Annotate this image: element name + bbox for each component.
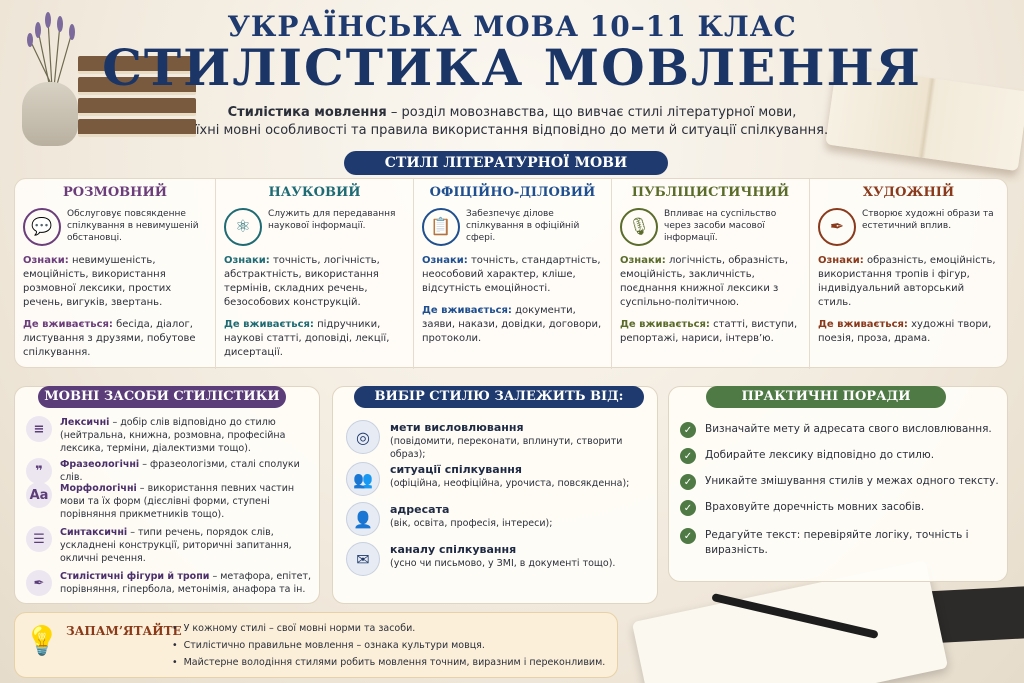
check-icon: ✓ [680,474,696,490]
style-purpose: Впливає на суспільство через засоби масової інформації. [664,209,777,243]
style-name: ОФІЦІЙНО-ДІЛОВИЙ [429,185,596,200]
use-label: Де вживається: [818,319,908,330]
use-label: Де вживається: [422,305,512,316]
means-text [60,458,316,484]
intro-line-1: – розділ мовознавства, що вивчає стилі літературної мови, [386,105,797,120]
style-use [224,318,405,360]
signs-label: Ознаки: [23,255,69,266]
page-title: СТИЛІСТИКА МОВЛЕННЯ [102,38,922,97]
style-name: ХУДОЖНІЙ [862,185,955,200]
tip-item [680,474,1000,490]
microphone-icon: 🎙 [620,208,658,246]
choice-heading: ВИБІР СТИЛЮ ЗАЛЕЖИТЬ ВІД: [354,386,644,408]
tip-text: Редагуйте текст: перевіряйте логіку, точність і виразність. [705,529,969,556]
atom-icon: ⚛ [224,208,262,246]
signs-text: логічність, образність, емоційність, закличність, поєднання книжної лексики з суспільно-політичною. [620,255,789,308]
list-icon: ☰ [26,526,52,552]
style-name: РОЗМОВНИЙ [62,185,168,200]
means-heading: МОВНІ ЗАСОБИ СТИЛІСТИКИ [38,386,286,408]
means-desc: – метафора, епітет, порівняння, гіпербола, метонімія, анафора та ін. [60,571,312,595]
choice-text [390,462,629,496]
means-item [26,526,316,565]
choice-item [346,420,652,461]
means-text [60,482,316,521]
letters-icon: Aa [26,482,52,508]
person-icon: 👤 [346,502,380,536]
means-term: Лексичні [60,417,110,428]
check-icon: ✓ [680,422,696,438]
tip-text: Уникайте змішування стилів у межах одного тексту. [705,475,999,487]
means-term: Стилістичні фігури й тропи [60,571,210,582]
means-term: Морфологічні [60,483,137,494]
intro-text [170,104,854,140]
check-icon: ✓ [680,528,696,544]
choice-desc: (офіційна, неофіційна, урочиста, повсякденна); [390,478,630,489]
means-desc: – типи речень, порядок слів, ускладнені конструкції, риторичні запитання, окличні речення. [60,527,292,564]
tip-text: Враховуйте доречність мовних засобів. [705,501,925,513]
choice-desc: (вік, освіта, професія, інтереси); [390,518,553,529]
envelope-icon: ✉ [346,542,380,576]
page-icon: ≡ [26,416,52,442]
choice-desc: (усно чи письмово, у ЗМІ, в документі тощо). [390,558,616,569]
signs-label: Ознаки: [224,255,270,266]
style-top [224,208,405,246]
style-signs [23,254,207,310]
tip-text: Добирайте лексику відповідно до стилю. [705,449,935,461]
signs-label: Ознаки: [422,255,468,266]
means-term: Фразеологічні [60,459,140,470]
style-signs [818,254,999,310]
style-purpose: Обслуговує повсякденне спілкування в невимушеній обстановці. [67,209,199,243]
choice-title: адресата [390,503,450,516]
choice-text [390,502,552,536]
means-desc: – фразеологізми, сталі сполуки слів. [60,459,300,483]
use-text: підручники, наукові статті, доповіді, лекції, дисертації. [224,319,390,358]
style-top [422,208,603,246]
remember-item: • Майстерне володіння стилями робить мовлення точним, виразним і переконливим. [172,654,612,671]
style-column-5 [809,179,1007,369]
choice-item [346,542,652,576]
choice-item [346,502,652,536]
styles-panel [14,178,1008,368]
signs-label: Ознаки: [818,255,864,266]
tips-heading: ПРАКТИЧНІ ПОРАДИ [706,386,946,408]
feather-icon: ✒ [26,570,52,596]
remember-list [172,620,612,671]
style-top [23,208,207,246]
style-column-4 [611,179,809,369]
use-label: Де вживається: [23,319,113,330]
intro-line-2: їхні мовні особливості та правила використання відповідно до мети й ситуації спілкування. [195,123,829,138]
means-text [60,570,316,596]
choice-title: каналу спілкування [390,543,517,556]
signs-text: точність, стандартність, неособовий характер, кліше, відсутність емоційності. [422,255,601,294]
signs-label: Ознаки: [620,255,666,266]
style-signs [422,254,603,296]
means-item [26,570,316,596]
signs-text: точність, логічність, абстрактність, використання термінів, складних речень, безособових конструкцій. [224,255,380,308]
style-signs [620,254,801,310]
remember-item: • Стилістично правильне мовлення – ознака культури мовця. [172,637,612,654]
use-text: документи, заяви, накази, довідки, договори, протоколи. [422,305,602,344]
means-text [60,416,316,455]
style-column-3 [413,179,611,369]
means-item [26,458,316,484]
check-icon: ✓ [680,448,696,464]
tip-item [680,422,1000,438]
choice-desc: (повідомити, переконати, вплинути, створити образ); [390,436,623,460]
style-top [620,208,801,246]
means-term: Синтаксичні [60,527,128,538]
target-icon: ◎ [346,420,380,454]
style-use [818,318,999,346]
document-icon: 📋 [422,208,460,246]
means-text [60,526,316,565]
choice-item [346,462,652,496]
style-column-1 [15,179,215,369]
signs-text: образність, емоційність, використання тропів і фігур, індивідуальний авторський стиль. [818,255,996,308]
people-icon: 👥 [346,462,380,496]
means-item [26,416,316,455]
tip-item [680,500,1000,516]
remember-item: • У кожному стилі – свої мовні норми та засоби. [172,620,612,637]
means-desc: – добір слів відповідно до стилю (нейтральна, книжна, розмовна, професійна лексика, терміни, діалектизми тощо). [60,417,286,454]
lightbulb-icon: 💡 [24,624,60,657]
style-purpose: Служить для передавання наукової інформації. [268,209,396,231]
choice-text [390,420,652,461]
use-label: Де вживається: [224,319,314,330]
quote-icon: ❞ [26,458,52,484]
tip-item [680,448,1000,464]
choice-title: мети висловлювання [390,421,524,434]
style-use [23,318,207,360]
page-kicker: УКРАЇНСЬКА МОВА 10–11 КЛАС [227,10,797,43]
speech-bubble-icon: 💬 [23,208,61,246]
signs-text: невимушеність, емоційність, використання розмовної лексики, простих речень, вигуків, звертань. [23,255,172,308]
quill-icon: ✒ [818,208,856,246]
choice-title: ситуації спілкування [390,463,522,476]
style-signs [224,254,405,310]
tip-item [680,528,1000,558]
style-top [818,208,999,246]
style-purpose: Створює художні образи та естетичний вплив. [862,209,994,231]
check-icon: ✓ [680,500,696,516]
styles-heading: СТИЛІ ЛІТЕРАТУРНОЇ МОВИ [344,151,668,175]
use-text: статті, виступи, репортажі, нариси, інтерв’ю. [620,319,798,344]
use-label: Де вживається: [620,319,710,330]
style-use [620,318,801,346]
style-column-2 [215,179,413,369]
means-item [26,482,316,521]
style-purpose: Забезпечує ділове спілкування в офіційній сфері. [466,209,580,243]
intro-term: Стилістика мовлення [227,105,387,120]
choice-text [390,542,615,576]
means-desc: – використання певних частин мови та їх форм (дієслівні форми, ступені порівняння прикметників тощо). [60,483,295,520]
use-text: художні твори, поезія, проза, драма. [818,319,992,344]
tip-text: Визначайте мету й адресата свого висловлювання. [705,423,992,435]
style-use [422,304,603,346]
remember-title: ЗАПАМ’ЯТАЙТЕ [66,624,182,638]
style-name: НАУКОВИЙ [268,185,361,200]
style-name: ПУБЛІЦИСТИЧНИЙ [631,185,790,200]
use-text: бесіда, діалог, листування з друзями, побутове спілкування. [23,319,196,358]
